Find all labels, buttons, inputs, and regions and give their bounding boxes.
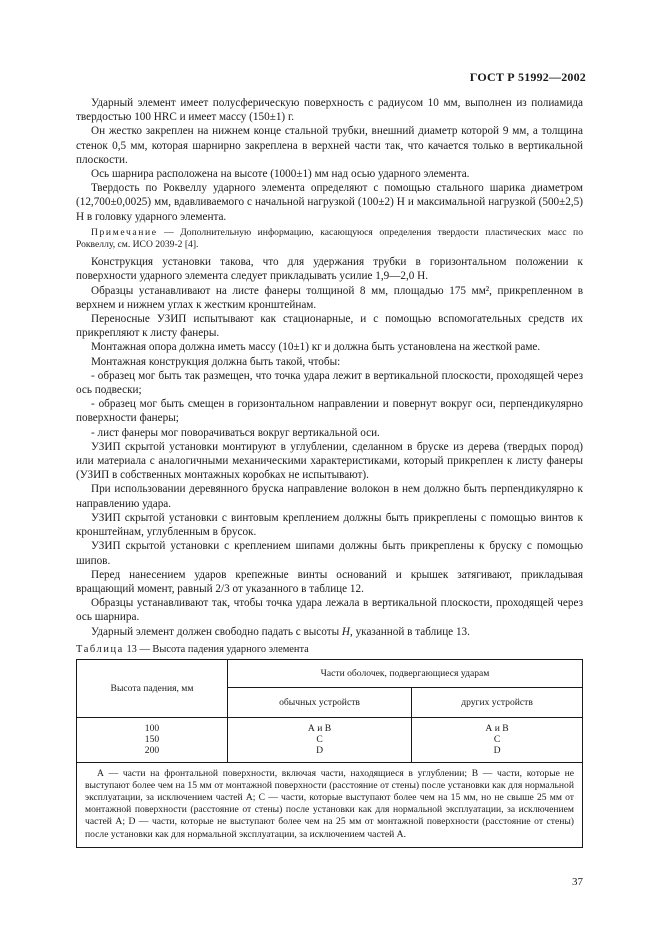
paragraph: Переносные УЗИП испытывают как стационарные, и с помощью вспомогательных средств их прикрепляют к листу фанеры. <box>76 313 583 340</box>
table-cell-heights <box>77 718 228 763</box>
other-value: D <box>493 745 501 757</box>
variable-h: H <box>341 625 350 638</box>
header-cell-parts: Части оболочек, подвергающиеся ударам <box>228 660 583 688</box>
table-caption-text: 13 — Высота падения ударного элемента <box>123 644 309 655</box>
note-label: Примечание <box>91 226 158 238</box>
header-cell-height: Высота падения, мм <box>77 660 228 718</box>
paragraph: При использовании деревянного бруска направление волокон в нем должно быть перпендикулярно к направлению удара. <box>76 483 583 510</box>
paragraph: УЗИП скрытой установки с винтовым креплением должны быть прикреплены с помощью винтов к кронштейнам, углубленным в брусок. <box>76 511 583 539</box>
paragraph: Монтажная опора должна иметь массу (10±1) кг и должна быть установлена на жесткой раме. <box>91 341 541 354</box>
standard-header: ГОСТ Р 51992—2002 <box>469 70 586 84</box>
paragraph-part: , указанной в таблице 13. <box>349 625 470 638</box>
height-value: 200 <box>144 745 160 757</box>
paragraph: Перед нанесением ударов крепежные винты оснований и крышек затягивают, прикладывая вращающий момент, равный 2/3 от указанного в таблице 12. <box>76 568 583 595</box>
paragraph-part: Ударный элемент должен свободно падать с высоты <box>91 625 342 638</box>
ordinary-value: А и В <box>307 723 332 734</box>
height-value: 150 <box>144 734 160 746</box>
paragraph: УЗИП скрытой установки с креплением шипами должны быть прикреплены к бруску с помощью шипов. <box>76 540 583 567</box>
ordinary-value: D <box>316 745 323 757</box>
paragraph: Образцы устанавливают так, чтобы точка удара лежала в вертикальной плоскости, проходящей через ось шарнира. <box>76 597 583 624</box>
note <box>76 227 583 251</box>
paragraph: Образцы устанавливают на листе фанеры толщиной 8 мм, площадью 175 мм², прикрепленном в верхнем и нижнем углах к жестким кронштейнам. <box>76 284 583 311</box>
table-13 <box>76 659 583 848</box>
table-caption <box>76 644 309 655</box>
list-item: - лист фанеры мог поворачиваться вокруг вертикальной оси. <box>91 426 380 439</box>
page-number: 37 <box>572 876 583 888</box>
paragraph: Монтажная конструкция должна быть такой, чтобы: <box>91 355 341 368</box>
ordinary-value: С <box>316 734 323 746</box>
paragraph: УЗИП скрытой установки монтируют в углублении, сделанном в бруске из дерева (твердых пород) или материала с аналогичными механическими характеристиками, который прикреплен к листу фанеры (УЗИП в собственных монтажных коробках не испытывают). <box>76 440 583 482</box>
header-cell-ordinary: обычных устройств <box>228 688 412 718</box>
note-text: — Дополнительную информацию, касающуюся определения твердости пластических масс по Роквеллу, см. ИСО 2039-2 [4]. <box>76 226 583 251</box>
list-item: - образец мог быть так размещен, что точка удара лежит в вертикальной плоскости, проходящей через ось подвески; <box>76 369 583 397</box>
table-cell-ordinary <box>228 718 412 763</box>
paragraph: Ударный элемент имеет полусферическую поверхность с радиусом 10 мм, выполнен из полиамида твердостью 100 HRC и имеет массу (150±1) г. <box>76 97 583 124</box>
paragraph: Конструкция установки такова, что для удержания трубки в горизонтальном положении к поверхности ударного элемента следует прикладывать усилие 1,9—2,0 Н. <box>76 256 583 283</box>
header-cell-other: других устройств <box>412 688 583 718</box>
paragraph: Твердость по Роквеллу ударного элемента определяют с помощью стального шарика диаметром (12,700±0,0025) мм, вдавливаемого с начальной нагрузкой (100±2) Н и максимальной нагрузкой (500±2,5) Н в головку ударного элемента. <box>76 182 583 223</box>
table-footnote: А — части на фронтальной поверхности, включая части, находящиеся в углублении; В — части, которые не выступают более чем на 15 мм от монтажной поверхности (расстояние от стены) после установки как для нормальной эксплуатации, за исключением частей А; С — части, которые выступают более чем на 15 мм, но не свыше 25 мм от монтажной поверхности (расстояние от стены) после установки как для нормальной эксплуатации, за исключением частей А; D — части, которые не выступают более чем на 25 мм от монтажной поверхности (расстояние от стены) после установки как для нормальной эксплуатации, за исключением частей А. <box>77 762 583 847</box>
table-cell-other <box>412 718 583 763</box>
list-item: - образец мог быть смещен в горизонтальном направлении и повернут вокруг оси, перпендикулярно поверхности фанеры; <box>76 398 583 425</box>
other-value: С <box>493 734 501 746</box>
table-caption-label: Таблица <box>76 644 124 655</box>
other-value: А и В <box>485 723 509 734</box>
height-value: 100 <box>144 723 160 734</box>
body-text <box>76 96 583 639</box>
paragraph: Ось шарнира расположена на высоте (1000±1) мм над осью ударного элемента. <box>91 168 470 181</box>
paragraph <box>76 625 583 639</box>
paragraph: Он жестко закреплен на нижнем конце стальной трубки, внешний диаметр которой 9 мм, а толщина стенок 0,5 мм, которая шарнирно закреплена в верхней части так, что качается только в вертикальной плоскости. <box>76 125 583 166</box>
